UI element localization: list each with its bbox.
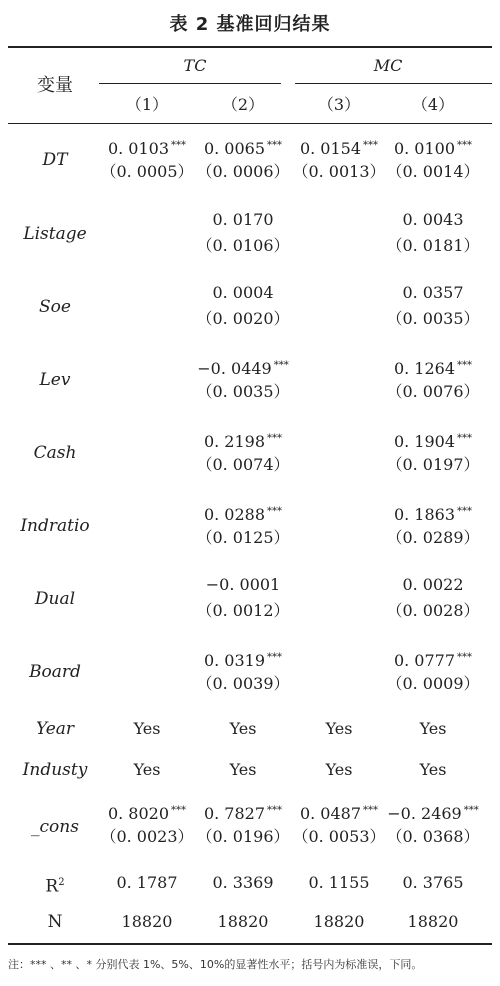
top-rule bbox=[8, 46, 492, 48]
r2-value: 0. 1787 bbox=[116, 873, 178, 892]
coef-cell bbox=[195, 575, 291, 595]
r2-superscript: 2 bbox=[58, 877, 65, 888]
coef-cell bbox=[195, 801, 291, 824]
row-label: Dual bbox=[34, 589, 76, 609]
row-label: Listage bbox=[23, 224, 87, 244]
significance-stars: *** bbox=[457, 433, 473, 444]
coef-value: 0. 0319 bbox=[203, 651, 266, 670]
significance-stars: *** bbox=[457, 140, 473, 151]
fixed-effect-cell: Yes bbox=[419, 760, 447, 779]
coef-value: 0. 1264 bbox=[393, 359, 456, 378]
col-header-1: （1） bbox=[125, 95, 169, 114]
r2-value: 0. 3369 bbox=[212, 873, 274, 892]
std-error: （0. 0035） bbox=[386, 309, 480, 328]
row-label: Cash bbox=[33, 443, 77, 463]
r2-value: 0. 3765 bbox=[402, 873, 464, 892]
significance-stars: *** bbox=[457, 360, 473, 371]
col-header-4: （4） bbox=[411, 95, 455, 114]
row-label: Board bbox=[29, 662, 81, 682]
coef-value: 0. 0022 bbox=[402, 575, 464, 594]
coef-value: 0. 0100 bbox=[393, 139, 456, 158]
std-error: （0. 0023） bbox=[100, 827, 194, 846]
std-error: （0. 0005） bbox=[100, 162, 194, 181]
significance-stars: *** bbox=[267, 140, 283, 151]
coef-value: −0. 0001 bbox=[205, 575, 281, 594]
coef-value: 0. 1904 bbox=[393, 432, 456, 451]
coef-cell bbox=[291, 136, 387, 159]
coef-cell bbox=[195, 136, 291, 159]
coef-cell bbox=[99, 136, 195, 159]
significance-stars: *** bbox=[273, 360, 289, 371]
fixed-effect-cell: Yes bbox=[133, 760, 161, 779]
coef-value: 0. 0170 bbox=[212, 210, 274, 229]
row-label: N bbox=[47, 912, 63, 932]
fixed-effect-cell: Yes bbox=[229, 760, 257, 779]
std-error: （0. 0020） bbox=[196, 309, 290, 328]
coef-cell bbox=[195, 210, 291, 230]
significance-stars: *** bbox=[457, 506, 473, 517]
coef-cell bbox=[385, 356, 481, 379]
coef-value: 0. 0154 bbox=[299, 139, 362, 158]
row-label: _cons bbox=[31, 817, 79, 837]
coef-value: 0. 1863 bbox=[393, 505, 456, 524]
std-error: （0. 0106） bbox=[196, 236, 290, 255]
bottom-rule bbox=[8, 943, 492, 945]
row-label: Industy bbox=[22, 760, 88, 780]
std-error: （0. 0181） bbox=[386, 236, 480, 255]
coef-value: 0. 0487 bbox=[299, 804, 362, 823]
coef-value: 0. 0065 bbox=[203, 139, 266, 158]
significance-stars: *** bbox=[457, 652, 473, 663]
row-label: Lev bbox=[39, 370, 71, 390]
std-error: （0. 0009） bbox=[386, 674, 480, 693]
group-rule-mc bbox=[295, 83, 492, 84]
fixed-effect-cell: Yes bbox=[325, 719, 353, 738]
fixed-effect-cell: Yes bbox=[325, 760, 353, 779]
col-header-3: （3） bbox=[317, 95, 361, 114]
std-error: （0. 0368） bbox=[386, 827, 480, 846]
coef-value: 0. 0043 bbox=[402, 210, 464, 229]
coef-cell bbox=[291, 801, 387, 824]
col-header-2: （2） bbox=[221, 95, 265, 114]
std-error: （0. 0028） bbox=[386, 601, 480, 620]
std-error: （0. 0196） bbox=[196, 827, 290, 846]
fixed-effect-cell: Yes bbox=[419, 719, 447, 738]
n-value: 18820 bbox=[313, 912, 365, 931]
coef-value: 0. 8020 bbox=[107, 804, 170, 823]
coef-value: 0. 2198 bbox=[203, 432, 266, 451]
significance-stars: *** bbox=[171, 140, 187, 151]
coef-value: 0. 0103 bbox=[107, 139, 170, 158]
row-label: Indratio bbox=[20, 516, 90, 536]
header-rule bbox=[8, 123, 492, 124]
coef-cell bbox=[385, 283, 481, 303]
r2-label-text: R bbox=[45, 876, 59, 897]
coef-cell bbox=[195, 502, 291, 525]
std-error: （0. 0035） bbox=[196, 382, 290, 401]
row-label bbox=[5, 873, 105, 897]
coef-value: 0. 0288 bbox=[203, 505, 266, 524]
std-error: （0. 0006） bbox=[196, 162, 290, 181]
significance-stars: *** bbox=[267, 652, 283, 663]
std-error: （0. 0125） bbox=[196, 528, 290, 547]
coef-cell bbox=[195, 356, 291, 379]
significance-stars: *** bbox=[363, 805, 379, 816]
std-error: （0. 0076） bbox=[386, 382, 480, 401]
coef-cell bbox=[195, 648, 291, 671]
std-error: （0. 0013） bbox=[292, 162, 386, 181]
coef-value: −0. 2469 bbox=[387, 804, 462, 823]
coef-cell bbox=[385, 210, 481, 230]
table-title: 表 2 基准回归结果 bbox=[169, 14, 331, 35]
coef-value: 0. 7827 bbox=[203, 804, 266, 823]
std-error: （0. 0014） bbox=[386, 162, 480, 181]
coef-cell bbox=[99, 801, 195, 824]
r2-value: 0. 1155 bbox=[308, 873, 370, 892]
coef-value: 0. 0004 bbox=[212, 283, 274, 302]
coef-cell bbox=[385, 136, 481, 159]
n-value: 18820 bbox=[217, 912, 269, 931]
coef-value: 0. 0357 bbox=[402, 283, 464, 302]
coef-cell bbox=[385, 429, 481, 452]
coef-cell bbox=[385, 801, 481, 824]
significance-stars: *** bbox=[171, 805, 187, 816]
coef-cell bbox=[385, 502, 481, 525]
coef-cell bbox=[195, 429, 291, 452]
std-error: （0. 0074） bbox=[196, 455, 290, 474]
significance-stars: *** bbox=[267, 805, 283, 816]
coef-value: 0. 0777 bbox=[393, 651, 456, 670]
std-error: （0. 0053） bbox=[292, 827, 386, 846]
coef-cell bbox=[195, 283, 291, 303]
significance-stars: *** bbox=[463, 805, 479, 816]
coef-value: −0. 0449 bbox=[197, 359, 272, 378]
group-rule-tc bbox=[99, 83, 281, 84]
fixed-effect-cell: Yes bbox=[133, 719, 161, 738]
group-header-tc: TC bbox=[183, 56, 207, 75]
row-label: Soe bbox=[39, 297, 71, 317]
std-error: （0. 0012） bbox=[196, 601, 290, 620]
fixed-effect-cell: Yes bbox=[229, 719, 257, 738]
std-error: （0. 0289） bbox=[386, 528, 480, 547]
row-label: DT bbox=[42, 150, 68, 170]
coef-cell bbox=[385, 575, 481, 595]
variable-header: 变量 bbox=[37, 75, 73, 96]
n-value: 18820 bbox=[121, 912, 173, 931]
std-error: （0. 0197） bbox=[386, 455, 480, 474]
std-error: （0. 0039） bbox=[196, 674, 290, 693]
n-value: 18820 bbox=[407, 912, 459, 931]
significance-stars: *** bbox=[267, 506, 283, 517]
table-note: 注：*** 、** 、* 分别代表 1%、5%、10%的显著性水平；括号内为标准误，下同。 bbox=[8, 958, 423, 971]
significance-stars: *** bbox=[363, 140, 379, 151]
significance-stars: *** bbox=[267, 433, 283, 444]
row-label: Year bbox=[35, 719, 75, 739]
group-header-mc: MC bbox=[373, 56, 403, 75]
coef-cell bbox=[385, 648, 481, 671]
